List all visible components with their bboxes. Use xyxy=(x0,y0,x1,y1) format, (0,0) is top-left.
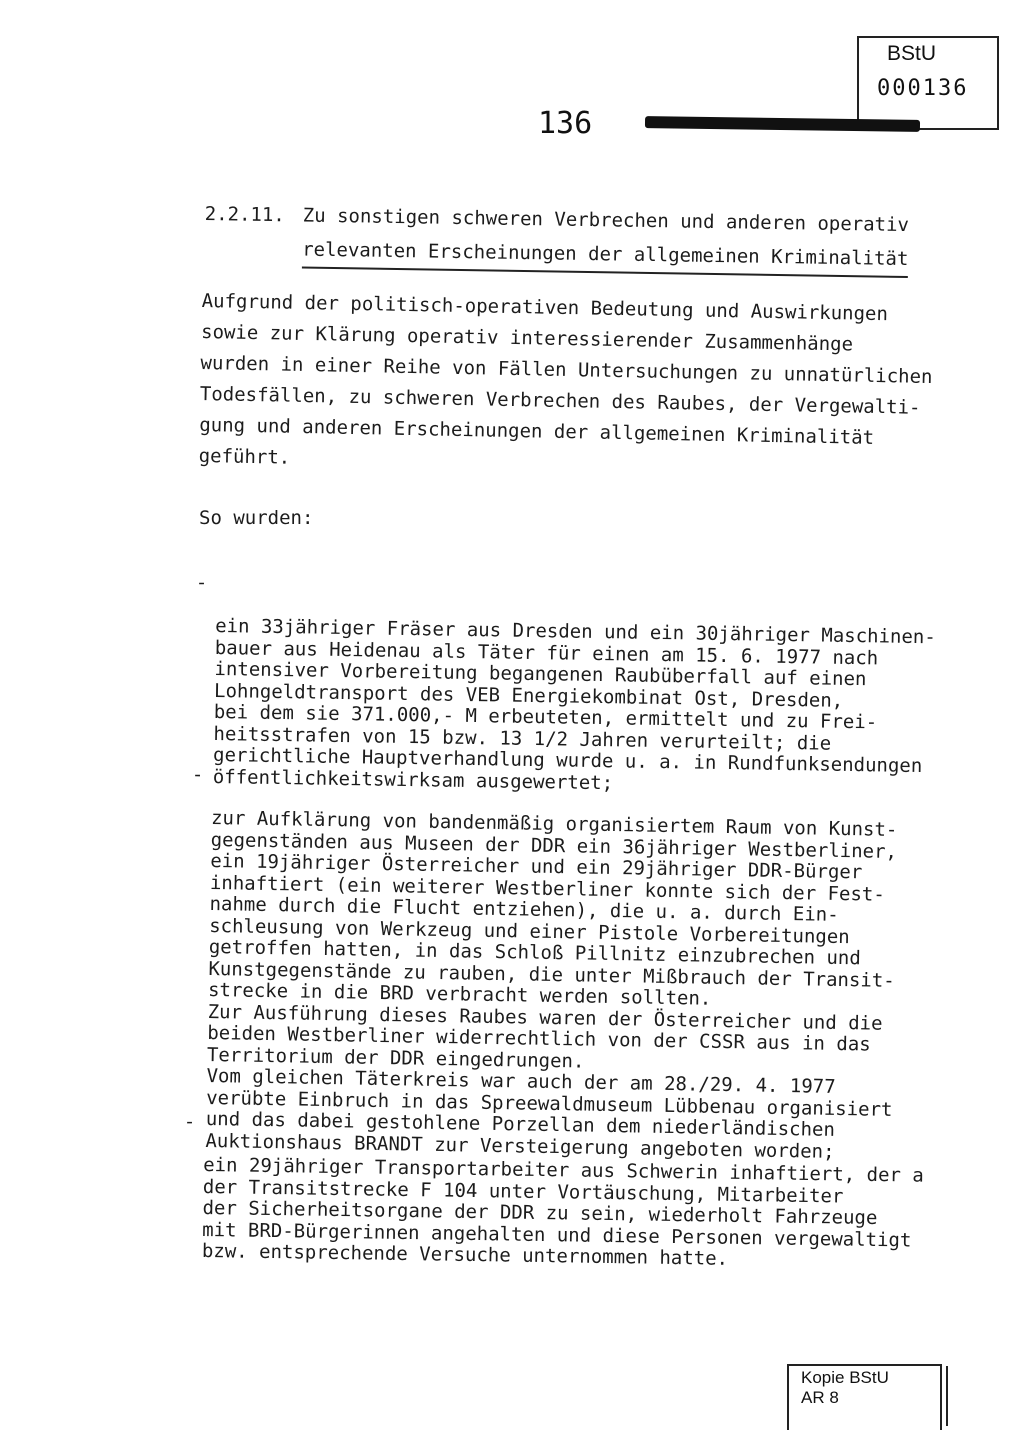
stamp-label: BStU xyxy=(887,42,937,65)
redaction-bar xyxy=(645,116,920,132)
archive-stamp xyxy=(857,36,999,130)
copy-stamp-line-1: Kopie BStU xyxy=(801,1368,889,1387)
intro-paragraph: Aufgrund der politisch-operativen Bedeutung und Auswirkungen sowie zur Klärung operativ interessierender Zusammenhänge wurden in einer Reihe von Fällen Untersuchungen zu unnatürlichen Todesfällen, zu schweren Verbrechen des Raubes, der Vergewalti- gung und anderen Erscheinungen der allgemeinen Kriminalität geführt. xyxy=(198,289,933,469)
list-dash: - xyxy=(183,1110,196,1133)
heading-line-2: relevanten Erscheinungen der allgemeinen Kriminalität xyxy=(302,233,909,279)
list-item-text: zur Aufklärung von bandenmäßig organisiertem Raum von Kunst- gegenständen aus Museen der DDR ein 36jähriger Westberliner, ein 19jähriger Österreicher und ein 29jähriger DDR-Bürger inhaftiert (ein weiterer Westberliner konnte sich der Fest- nahme durch die Flucht entziehen), die u. a. durch Ein- schleusung von Werkzeug und einer Pistole Vorbereitungen getroffen hatten, in das Schloß Pillnitz einzubrechen und Kunstgegenstände zu rauben, die unter Mißbrauch der Transit- strecke in die BRD verbracht werden sollten. Zur Ausführung dieses Raubes waren der Österreicher und die beiden Westberliner widerrechtlich von der CSSR aus in das Territorium der DDR eingedrungen. Vom gleichen Täterkreis war auch der am 28./29. 4. 1977 verübte Einbruch in das Spreewaldmuseum Lübbenau organisiert und das dabei gestohlene Porzellan dem niederländischen Auktionshaus BRANDT zur Versteigerung angeboten worden; xyxy=(205,806,898,1163)
page-number: 136 xyxy=(538,106,593,141)
section-number: 2.2.11. xyxy=(204,202,285,227)
list-item xyxy=(191,763,1002,1166)
stamp-number: 000136 xyxy=(877,76,969,101)
stamp-edge xyxy=(946,1366,948,1426)
heading-line-1: Zu sonstigen schweren Verbrechen und anderen operativ xyxy=(302,204,910,237)
list-dash: - xyxy=(191,763,204,786)
list-intro: So wurden: xyxy=(199,507,314,529)
copy-stamp-line-2: AR 8 xyxy=(801,1388,839,1407)
list-item xyxy=(183,1110,1004,1274)
section-heading xyxy=(204,197,975,279)
list-dash: - xyxy=(195,571,208,594)
list-item-text: ein 33jähriger Fräser aus Dresden und ein 30jähriger Maschinen- bauer aus Heidenau als Täter für einen am 15. 6. 1977 nach intensiver Vorbereitung begangenen Raubüberfall auf einen Lohngeldtransport des VEB Energiekombinat Ost, Dresden, bei dem sie 371.000,- M erbeuteten, ermittelt und zu Frei- heitsstrafen von 15 bzw. 13 1/2 Jahren verurteilt; die gerichtliche Hauptverhandlung wurde u. a. in Rundfunksendungen öffentlichkeitswirksam ausgewertet; xyxy=(212,614,936,794)
list-item-text: ein 29jähriger Transportarbeiter aus Schwerin inhaftiert, der a der Transitstrecke F 104 unter Vortäuschung, Mitarbeiter der Sicherheitsorgane der DDR zu sein, wiederholt Fahrzeuge mit BRD-Bürgerinnen angehalten und diese Personen vergewaltigt bzw. entsprechende Versuche unternommen hatte. xyxy=(201,1153,924,1270)
copy-stamp xyxy=(787,1364,942,1430)
